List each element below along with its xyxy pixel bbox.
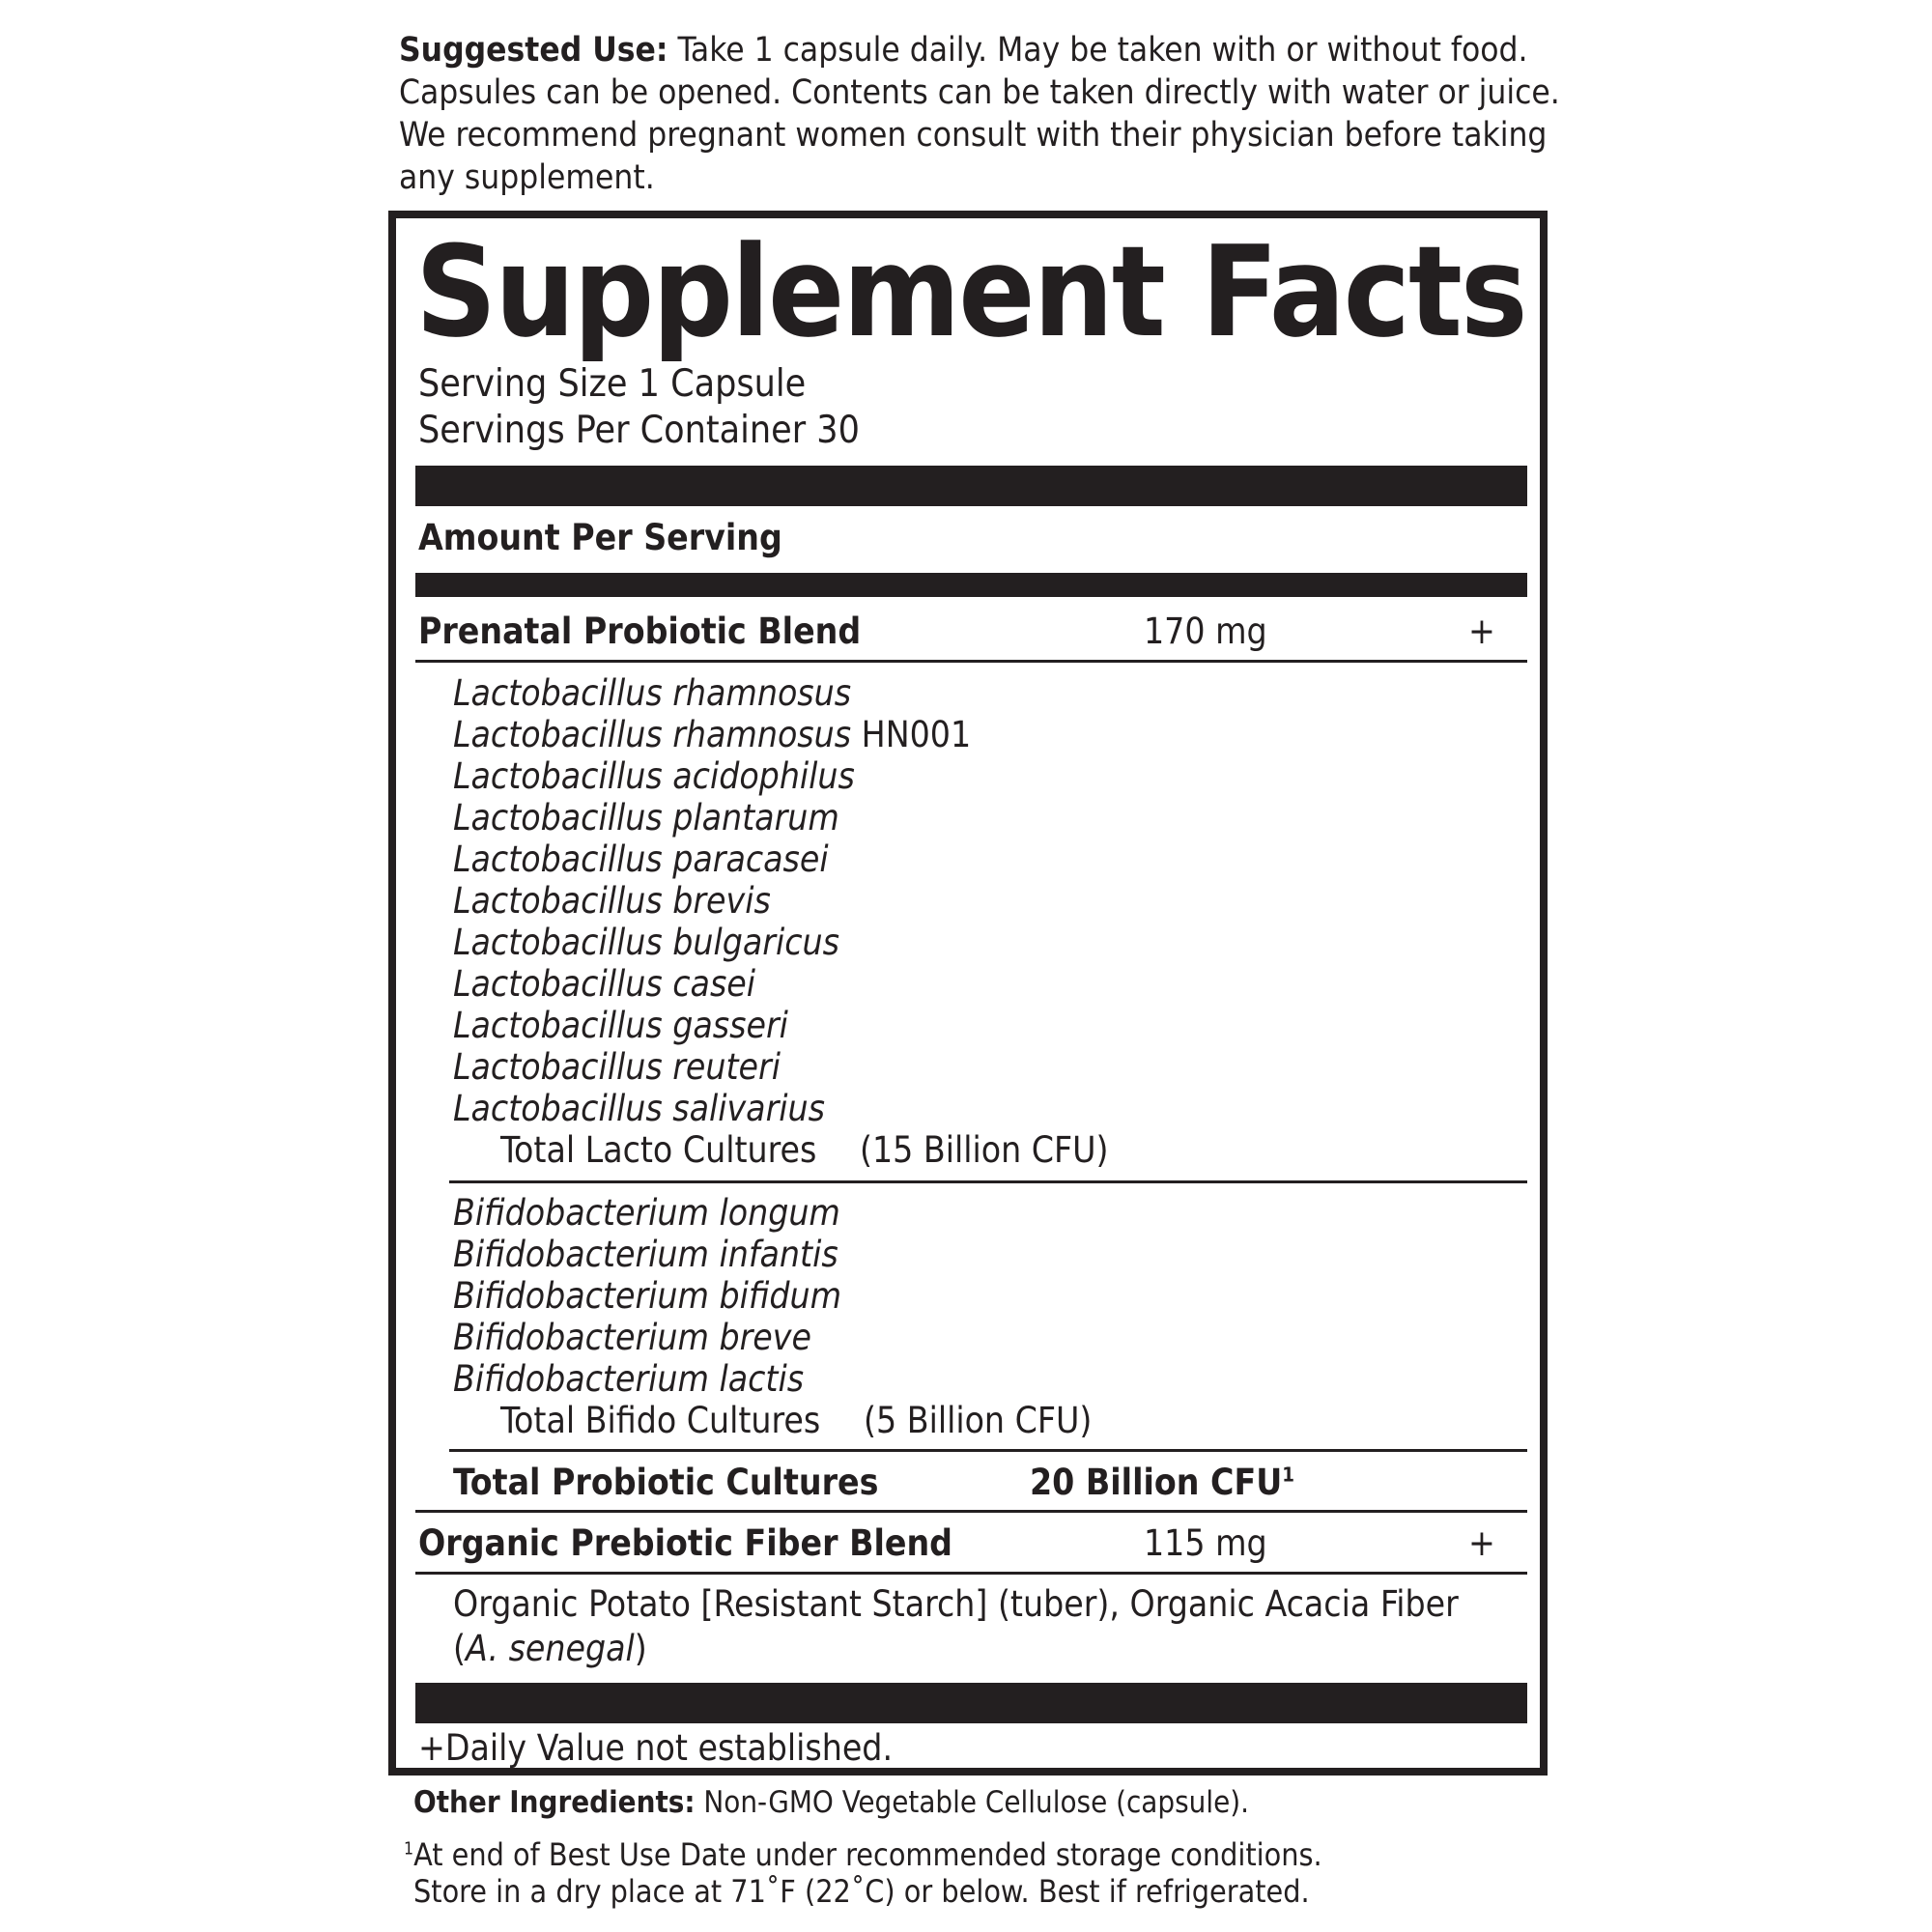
strain-item [453,714,971,755]
strain-item: Lactobacillus rhamnosus [453,672,852,714]
strain-item: Lactobacillus reuteri [453,1046,781,1088]
amount-per-serving: Amount Per Serving [418,517,782,558]
other-ingredients-text: Non-GMO Vegetable Cellulose (capsule). [695,1785,1249,1820]
strain-item: Lactobacillus acidophilus [453,755,855,797]
servings-per-container: Servings Per Container 30 [418,409,860,452]
strain-suffix: HN001 [851,714,972,755]
strain-item: Bifidobacterium infantis [453,1234,838,1275]
total-lacto-label: Total Lacto Cultures [500,1129,817,1171]
strain-item: Bifidobacterium longum [453,1192,840,1234]
footnote-marker: 1 [1282,1463,1294,1487]
strain-item: Bifidobacterium lactis [453,1358,805,1400]
thick-divider [415,1683,1527,1723]
blend2-name: Organic Prebiotic Fiber Blend [418,1522,952,1564]
rule [415,660,1527,663]
total-lacto-value: (15 Billion CFU) [860,1129,1109,1171]
paren-open: ( [453,1628,466,1669]
suggested-use-line2: Capsules can be opened. Contents can be taken directly with water or juice. [399,73,1560,112]
blend1-name: Prenatal Probiotic Blend [418,611,862,652]
strain-item: Lactobacillus casei [453,963,756,1005]
footnote-line2: Store in a dry place at 71˚F (22˚C) or below. Best if refrigerated. [413,1873,1310,1910]
fiber-ingredients-line2 [453,1628,647,1670]
strain-item: Lactobacillus paracasei [453,838,829,880]
blend2-amount: 115 mg [1144,1522,1267,1564]
medium-divider [415,573,1527,597]
thick-divider [415,466,1527,506]
suggested-use [399,29,1558,199]
strain-name: Lactobacillus rhamnosus [453,714,852,755]
serving-size: Serving Size 1 Capsule [418,362,807,406]
footnote-line1 [404,1835,1322,1874]
strain-item: Lactobacillus plantarum [453,797,839,838]
other-ingredients [413,1783,1249,1822]
rule [449,1180,1527,1183]
suggested-use-line4: any supplement. [399,158,655,197]
rule [415,1572,1527,1575]
blend2-dv: + [1468,1522,1495,1564]
panel-title: Supplement Facts [415,218,1526,365]
total-probiotic-value [1030,1462,1294,1504]
daily-value-note: +Daily Value not established. [418,1727,894,1769]
footnote-text1: At end of Best Use Date under recommended storage conditions. [413,1836,1322,1873]
paren-close: ) [634,1628,647,1669]
total-probiotic-amount: 20 Billion CFU [1030,1462,1283,1503]
strain-item: Lactobacillus gasseri [453,1005,788,1046]
acacia-species: A. senegal [466,1628,635,1669]
footnote-number: 1 [404,1839,414,1860]
strain-item: Bifidobacterium breve [453,1317,811,1358]
total-bifido-value: (5 Billion CFU) [864,1400,1093,1441]
fiber-ingredients-line1: Organic Potato [Resistant Starch] (tuber), Organic Acacia Fiber [453,1583,1459,1625]
strain-item: Lactobacillus salivarius [453,1088,825,1129]
other-ingredients-label: Other Ingredients: [413,1785,696,1820]
rule [415,1510,1527,1513]
strain-item: Lactobacillus brevis [453,880,771,922]
strain-item: Bifidobacterium bifidum [453,1275,842,1317]
suggested-use-line3: We recommend pregnant women consult with their physician before taking [399,116,1548,155]
blend1-amount: 170 mg [1144,611,1267,652]
blend1-dv: + [1468,611,1495,652]
rule [449,1449,1527,1452]
suggested-use-line1: Take 1 capsule daily. May be taken with or without food. [668,31,1528,70]
total-bifido-label: Total Bifido Cultures [500,1400,821,1441]
strain-item: Lactobacillus bulgaricus [453,922,839,963]
total-probiotic-label: Total Probiotic Cultures [453,1462,879,1503]
suggested-use-label: Suggested Use: [399,31,668,70]
